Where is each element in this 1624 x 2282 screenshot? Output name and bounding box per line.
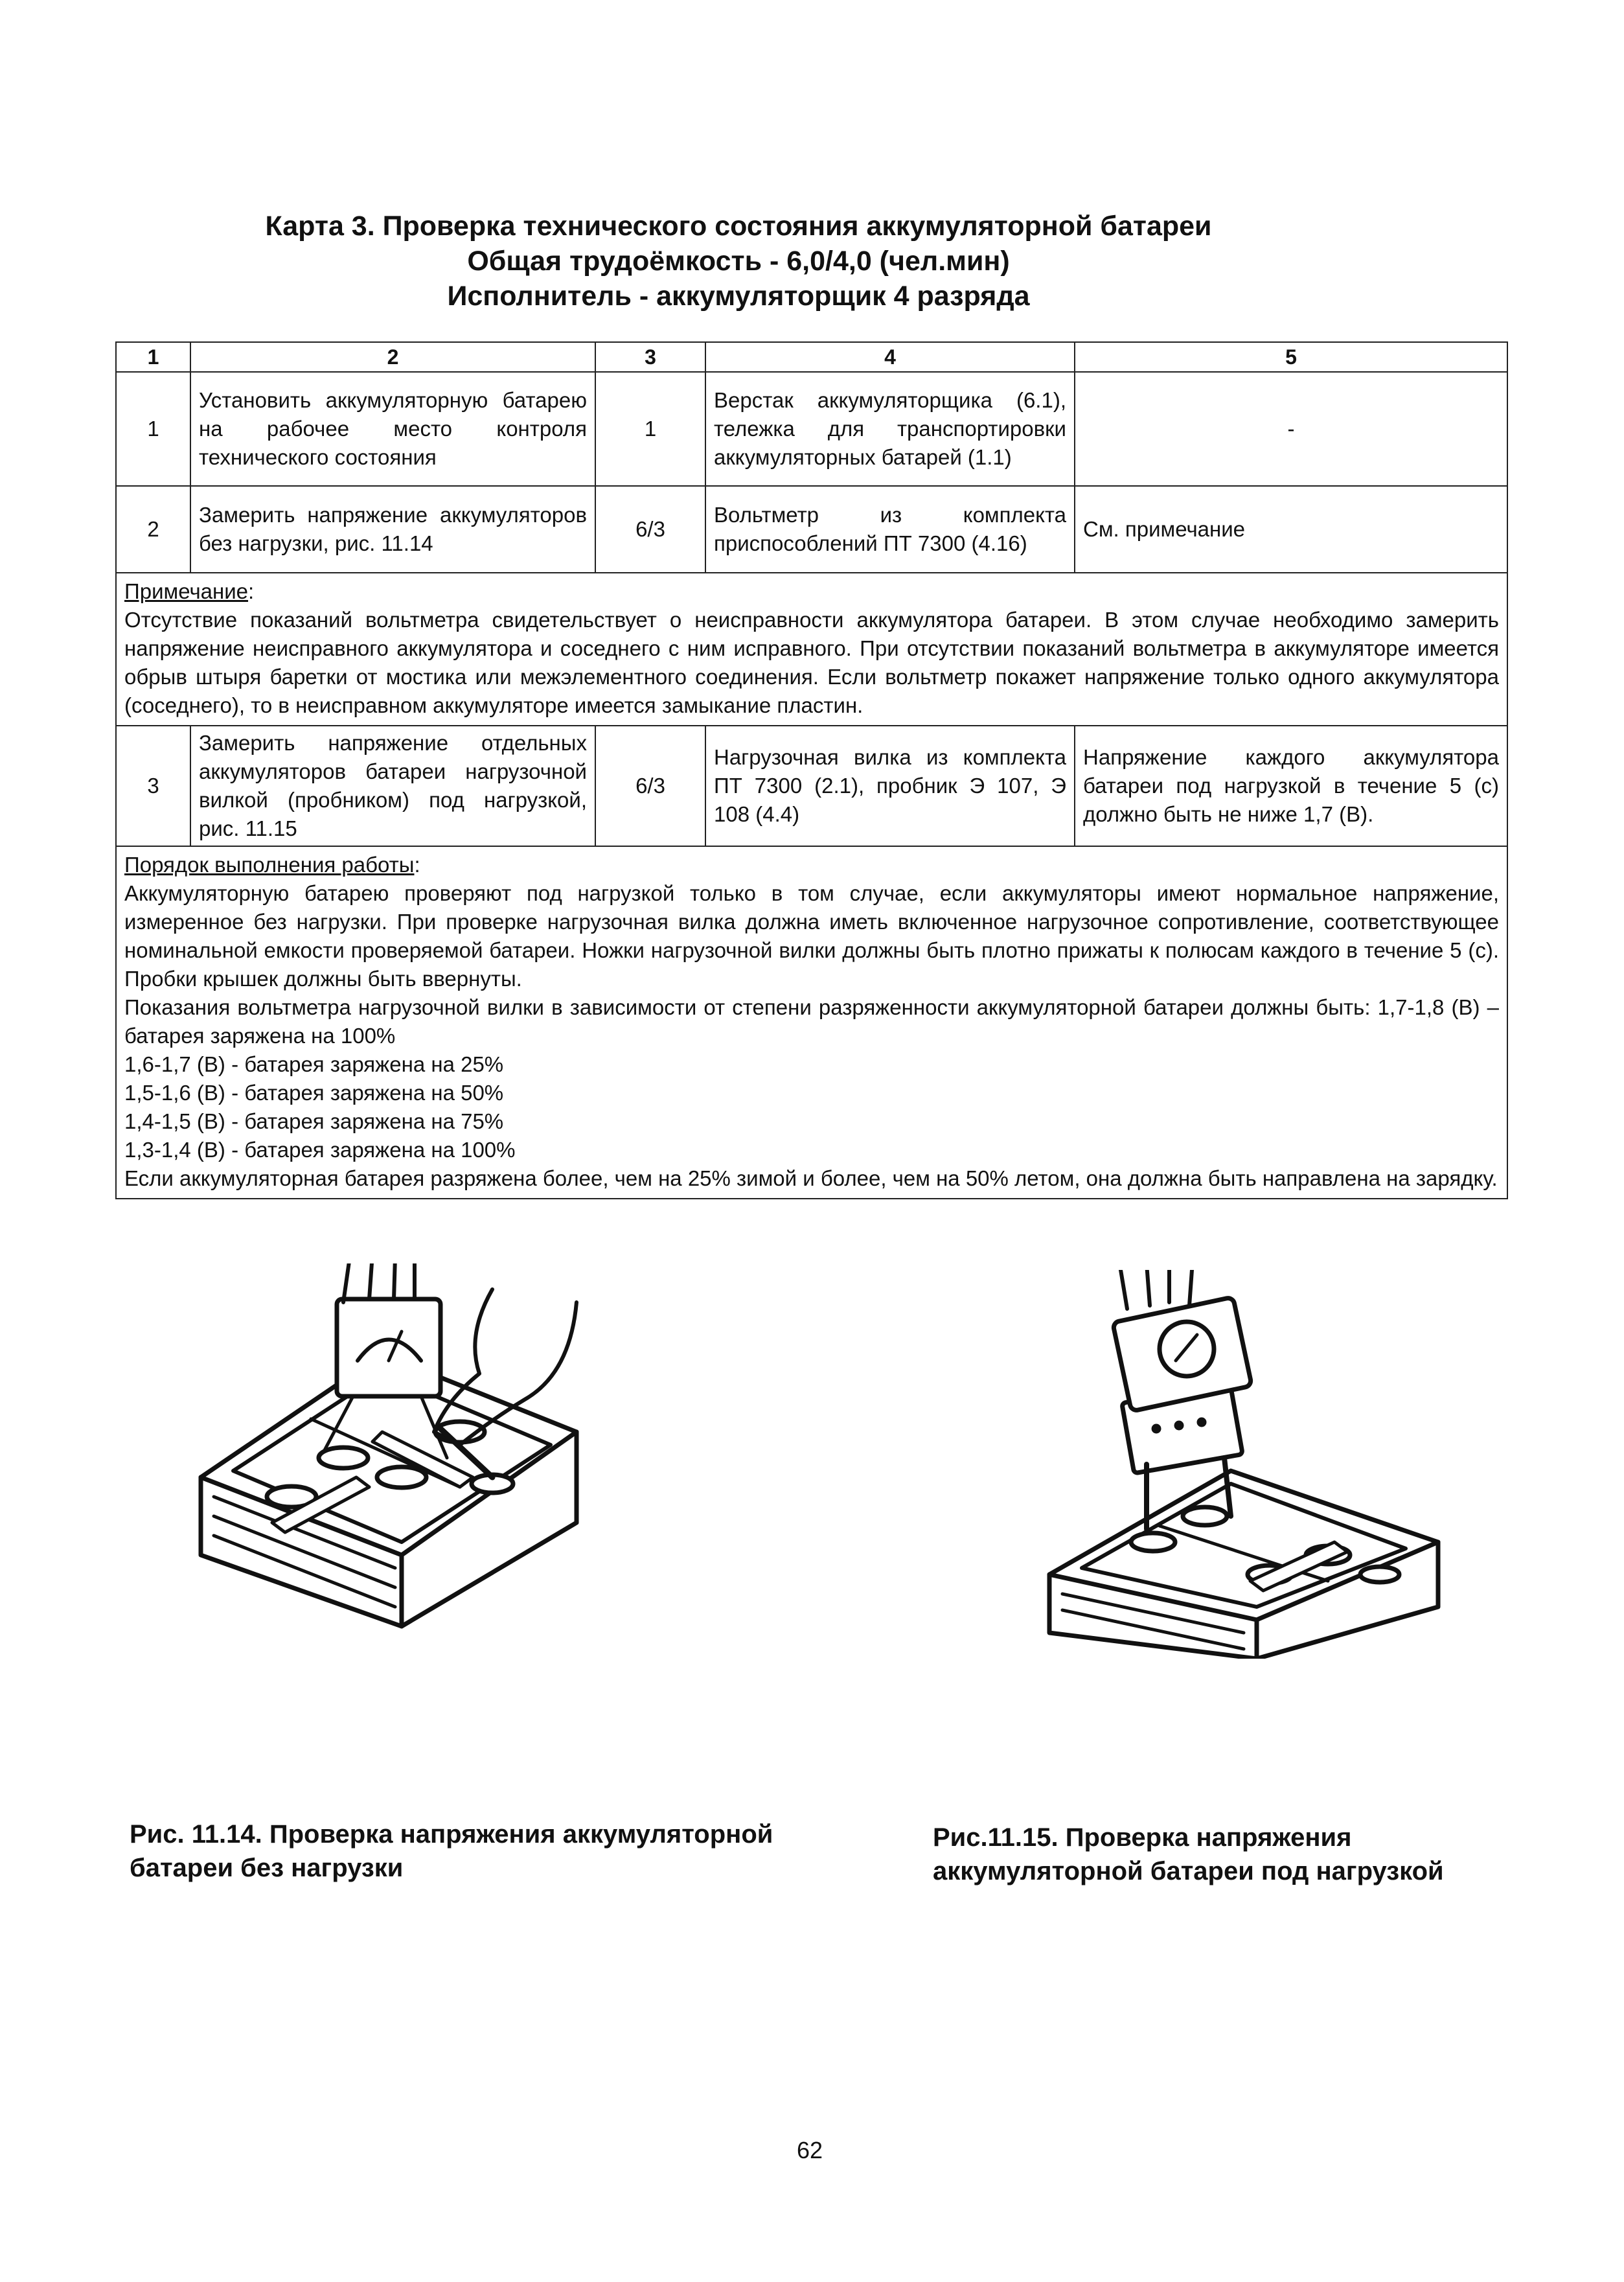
table-row	[116, 726, 1507, 846]
requirements-text: -	[1075, 372, 1507, 486]
row-number: 2	[116, 486, 190, 573]
row-number: 3	[116, 726, 190, 846]
labor-value: 6/3	[595, 726, 705, 846]
procedure-title: Порядок выполнения работы	[124, 853, 415, 877]
readings-intro: Показания вольтметра нагрузочной вилки в зависимости от степени разряженности аккумуляторной батареи должны быть: 1,7-1,8 (В) – батарея заряжена на 100%	[124, 995, 1499, 1048]
table-row	[116, 486, 1507, 573]
figure-caption-11-15: Рис.11.15. Проверка напряжения аккумуляторной батареи под нагрузкой	[933, 1823, 1444, 1885]
row-number: 1	[116, 372, 190, 486]
final-text: Если аккумуляторная батарея разряжена более, чем на 25% зимой и более, чем на 50% летом, она должна быть направлена на зарядку.	[124, 1166, 1498, 1190]
procedure-row: Порядок выполнения работы: Аккумуляторную батарею проверяют под нагрузкой только в том случае, если аккумуляторы имеют нормальное напряжение, измеренное без нагрузки. При проверке нагрузочная вилка должна иметь включенное нагрузочное сопротивление, соответствующее номинальной емкости проверяемой батареи. Ножки нагрузочной вилки должны быть плотно прижаты к полюсам каждого в течение 5 (с). Пробки крышек должны быть ввернуты. Показания вольтметра нагрузочной вилки в зависимости от степени разряженности аккумуляторной батареи должны быть: 1,7-1,8 (В) – батарея заряжена на 100% 1,6-1,7 (В) - батарея заряжена на 25% 1,5-1,6 (В) - батарея заряжена на 50% 1,4-1,5 (В) - батарея заряжена на 75% 1,3-1,4 (В) - батарея заряжена на 100% Если аккумуляторная батарея разряжена более, чем на 25% зимой и более, чем на 50% летом, она должна быть направлена на зарядку.	[116, 846, 1507, 1199]
executor: Исполнитель - аккумуляторщик 4 разряда	[447, 281, 1030, 312]
figure-voltage-no-load	[188, 1263, 589, 1639]
figure-voltage-under-load	[1036, 1270, 1451, 1659]
note-text: Отсутствие показаний вольтметра свидетельствует о неисправности аккумулятора батареи. В этом случае необходимо замерить напряжение неисправного аккумулятора и соседнего с ним исправного. При отсутствии показаний вольтметра в аккумуляторе имеется обрыв штыря баретки от мостика или межэлементного соединения. Если вольтметр покажет напряжение только одного аккумулятора (соседнего), то в неисправном аккумуляторе имеется замыкание пластин.	[124, 608, 1499, 717]
card-header	[110, 209, 1367, 314]
procedure-text: Аккумуляторную батарею проверяют под нагрузкой только в том случае, если аккумуляторы имеют нормальное напряжение, измеренное без нагрузки. При проверке нагрузочная вилка должна иметь включенное нагрузочное сопротивление, соответствующее номинальной емкости проверяемой батареи. Ножки нагрузочной вилки должны быть плотно прижаты к полюсам каждого в течение 5 (с). Пробки крышек должны быть ввернуты.	[124, 881, 1499, 991]
col-number-4: 4	[705, 342, 1075, 372]
figure-caption-11-14: Рис. 11.14. Проверка напряжения аккумуляторной батареи без нагрузки	[130, 1820, 773, 1882]
equipment-text: Вольтметр из комплекта приспособлений ПТ 7300 (4.16)	[705, 486, 1075, 573]
col-number-2: 2	[190, 342, 595, 372]
note-row: Примечание: Отсутствие показаний вольтметра свидетельствует о неисправности аккумулятора батареи. В этом случае необходимо замерить напряжение неисправного аккумулятора и соседнего с ним исправного. При отсутствии показаний вольтметра в аккумуляторе имеется обрыв штыря баретки от мостика или межэлементного соединения. Если вольтметр покажет напряжение только одного аккумулятора (соседнего), то в неисправном аккумуляторе имеется замыкание пластин.	[116, 573, 1507, 726]
table-row	[116, 372, 1507, 486]
note-title: Примечание	[124, 579, 249, 603]
labor-value: 1	[595, 372, 705, 486]
requirements-text: См. примечание	[1075, 486, 1507, 573]
reading-item: 1,3-1,4 (В) - батарея заряжена на 100%	[124, 1138, 516, 1162]
equipment-text: Нагрузочная вилка из комплекта ПТ 7300 (2.1), пробник Э 107, Э 108 (4.4)	[705, 726, 1075, 846]
labor-value: 6/3	[595, 486, 705, 573]
col-number-3: 3	[595, 342, 705, 372]
col-number-5: 5	[1075, 342, 1507, 372]
operation-text: Замерить напряжение отдельных аккумуляторов батареи нагрузочной вилкой (пробником) под нагрузкой, рис. 11.15	[190, 726, 595, 846]
reading-item: 1,6-1,7 (В) - батарея заряжена на 25%	[124, 1052, 504, 1076]
reading-item: 1,5-1,6 (В) - батарея заряжена на 50%	[124, 1081, 504, 1105]
operation-text: Установить аккумуляторную батарею на рабочее место контроля технического состояния	[190, 372, 595, 486]
column-number-row	[116, 342, 1507, 372]
tech-card-table	[115, 341, 1508, 1199]
reading-item: 1,4-1,5 (В) - батарея заряжена на 75%	[124, 1109, 504, 1133]
operation-text: Замерить напряжение аккумуляторов без нагрузки, рис. 11.14	[190, 486, 595, 573]
col-number-1: 1	[116, 342, 190, 372]
requirements-text: Напряжение каждого аккумулятора батареи под нагрузкой в течение 5 (с) должно быть не ниже 1,7 (В).	[1075, 726, 1507, 846]
page-number: 62	[796, 2137, 823, 2163]
card-title: Карта 3. Проверка технического состояния аккумуляторной батареи	[265, 211, 1212, 242]
labor-intensity: Общая трудоёмкость - 6,0/4,0 (чел.мин)	[467, 246, 1010, 277]
equipment-text: Верстак аккумуляторщика (6.1), тележка для транспортировки аккумуляторных батарей (1.1)	[705, 372, 1075, 486]
